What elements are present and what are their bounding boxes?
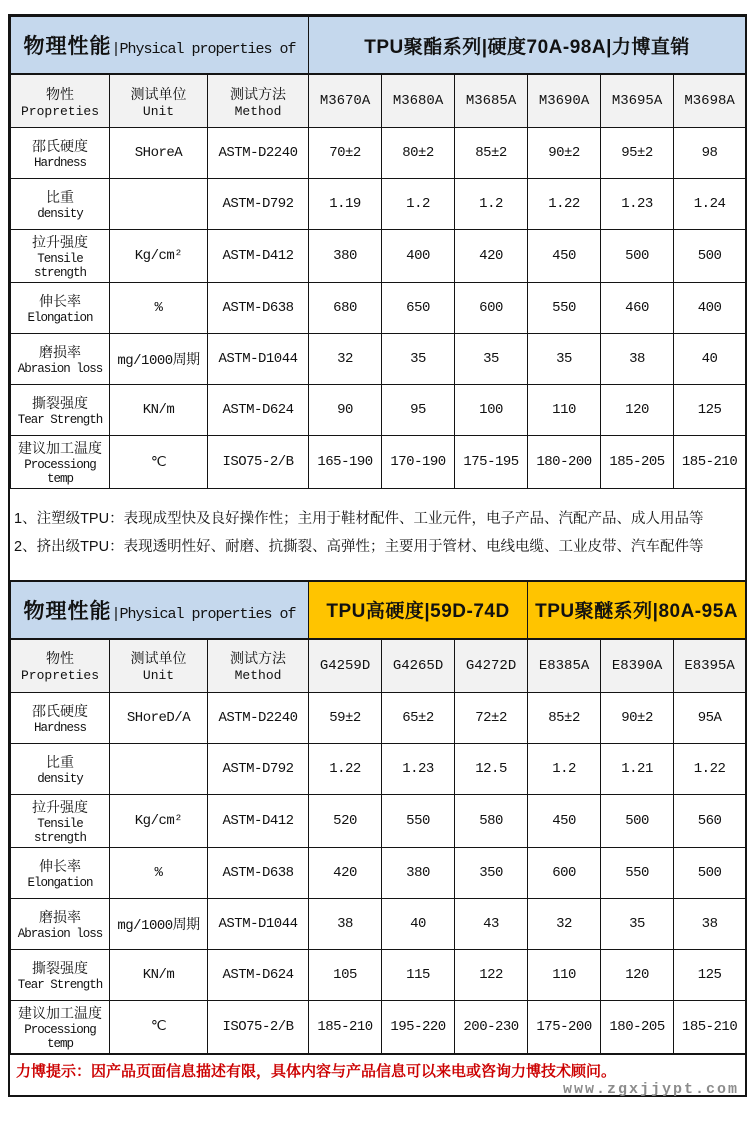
- value-cell: 520: [309, 794, 382, 847]
- unit-cell: Kg/cm²: [110, 794, 208, 847]
- method-cell: ASTM-D1044: [208, 898, 309, 949]
- value-cell: 195-220: [382, 1000, 455, 1053]
- value-cell: 35: [382, 334, 455, 385]
- property-en: Processiong temp: [24, 1022, 96, 1051]
- spec-sheet: [8, 14, 747, 1097]
- unit-cell: [110, 743, 208, 794]
- method-cell: ISO75-2/B: [208, 436, 309, 489]
- property-cell: [11, 743, 110, 794]
- property-en: Elongation: [27, 311, 93, 325]
- value-cell: 680: [309, 283, 382, 334]
- value-cell: 95: [382, 385, 455, 436]
- grade-header: M3690A: [528, 74, 601, 128]
- note-line-2: 2、挤出级TPU：表现透明性好、耐磨、抗撕裂、高弹性；主要用于管材、电线电缆、工业皮带、汽车配件等: [14, 539, 704, 556]
- table-row: [11, 794, 746, 847]
- unit-cell: mg/1000周期: [110, 334, 208, 385]
- grade-header: M3680A: [382, 74, 455, 128]
- value-cell: 420: [309, 847, 382, 898]
- value-cell: 550: [601, 847, 674, 898]
- method-cell: ASTM-D412: [208, 230, 309, 283]
- value-cell: 115: [382, 949, 455, 1000]
- value-cell: 100: [455, 385, 528, 436]
- table-row: [11, 743, 746, 794]
- usage-notes: [10, 489, 745, 580]
- table-row: [11, 230, 746, 283]
- value-cell: 165-190: [309, 436, 382, 489]
- value-cell: 32: [528, 898, 601, 949]
- unit-cell: mg/1000周期: [110, 898, 208, 949]
- note-line-1: 1、注塑级TPU：表现成型快及良好操作性；主用于鞋材配件、工业元件，电子产品、汽配产品、成人用品等: [14, 511, 704, 527]
- table-row: [11, 847, 746, 898]
- value-cell: 43: [455, 898, 528, 949]
- table-title-zh: 物理性能: [23, 35, 112, 58]
- vendor-tip-text: 力博提示：因产品页面信息描述有限，具体内容与产品信息可以来电或咨询力博技术顾问。: [16, 1062, 617, 1080]
- property-cell: [11, 898, 110, 949]
- table-row: [11, 334, 746, 385]
- unit-cell: [110, 179, 208, 230]
- method-cell: ASTM-D2240: [208, 128, 309, 179]
- value-cell: 35: [528, 334, 601, 385]
- unit-cell: SHoreD/A: [110, 692, 208, 743]
- property-cell: [11, 385, 110, 436]
- property-zh: 邵氏硬度: [32, 138, 88, 154]
- property-en: Abrasion loss: [17, 926, 103, 941]
- column-header-0: [11, 639, 110, 693]
- value-cell: 85±2: [455, 128, 528, 179]
- value-cell: 1.22: [528, 179, 601, 230]
- value-cell: 600: [528, 847, 601, 898]
- value-cell: 500: [674, 847, 746, 898]
- grade-header: E8385A: [528, 639, 601, 693]
- value-cell: 105: [309, 949, 382, 1000]
- value-cell: 185-210: [309, 1000, 382, 1053]
- column-header-0: [11, 74, 110, 128]
- value-cell: 380: [309, 230, 382, 283]
- banner-row: [11, 581, 746, 639]
- property-cell: [11, 1000, 110, 1053]
- series-banner-0: [309, 581, 528, 639]
- grade-header: M3685A: [455, 74, 528, 128]
- value-cell: 1.23: [382, 743, 455, 794]
- unit-cell: %: [110, 283, 208, 334]
- grade-header: M3670A: [309, 74, 382, 128]
- banner-row: [11, 17, 746, 75]
- value-cell: 1.2: [528, 743, 601, 794]
- value-cell: 70±2: [309, 128, 382, 179]
- value-cell: 32: [309, 334, 382, 385]
- value-cell: 35: [455, 334, 528, 385]
- column-header-en: Unit: [142, 668, 175, 684]
- column-header-zh: 测试方法: [230, 85, 287, 102]
- property-en: Hardness: [33, 720, 86, 735]
- property-en: density: [37, 207, 83, 221]
- property-zh: 磨损率: [39, 344, 81, 360]
- column-header-1: [110, 639, 208, 693]
- value-cell: 180-200: [528, 436, 601, 489]
- property-cell: [11, 692, 110, 743]
- property-cell: [11, 128, 110, 179]
- value-cell: 460: [601, 283, 674, 334]
- property-cell: [11, 334, 110, 385]
- properties-table-polyether: [10, 580, 746, 1054]
- property-en: Abrasion loss: [17, 362, 103, 376]
- value-cell: 1.23: [601, 179, 674, 230]
- property-zh: 撕裂强度: [32, 959, 88, 976]
- property-zh: 建议加工温度: [18, 1004, 102, 1021]
- property-cell: [11, 949, 110, 1000]
- value-cell: 98: [674, 128, 746, 179]
- method-cell: ASTM-D2240: [208, 692, 309, 743]
- property-en: density: [37, 771, 83, 786]
- unit-cell: ℃: [110, 436, 208, 489]
- property-en: Elongation: [27, 875, 93, 890]
- grade-header: E8390A: [601, 639, 674, 693]
- table-row: [11, 898, 746, 949]
- value-cell: 110: [528, 385, 601, 436]
- grade-header: M3695A: [601, 74, 674, 128]
- value-cell: 500: [674, 230, 746, 283]
- series-banner-label: TPU聚醚系列|80A-95A: [535, 601, 738, 623]
- column-header-row: [11, 74, 746, 128]
- value-cell: 85±2: [528, 692, 601, 743]
- column-header-2: [208, 639, 309, 693]
- unit-cell: %: [110, 847, 208, 898]
- property-zh: 建议加工温度: [18, 440, 102, 456]
- value-cell: 120: [601, 385, 674, 436]
- unit-cell: KN/m: [110, 949, 208, 1000]
- value-cell: 125: [674, 949, 746, 1000]
- series-banner-label: TPU高硬度|59D-74D: [326, 601, 510, 623]
- column-header-en: Method: [234, 668, 282, 684]
- value-cell: 1.22: [674, 743, 746, 794]
- column-header-en: Unit: [142, 103, 175, 119]
- value-cell: 38: [674, 898, 746, 949]
- column-header-1: [110, 74, 208, 128]
- table-row: [11, 128, 746, 179]
- property-en: Tear Strength: [17, 977, 103, 992]
- property-zh: 伸长率: [39, 857, 81, 874]
- method-cell: ASTM-D638: [208, 283, 309, 334]
- value-cell: 450: [528, 794, 601, 847]
- column-header-en: Propreties: [20, 103, 99, 119]
- grade-header: G4272D: [455, 639, 528, 693]
- value-cell: 650: [382, 283, 455, 334]
- column-header-row: [11, 639, 746, 693]
- method-cell: ASTM-D792: [208, 179, 309, 230]
- value-cell: 550: [528, 283, 601, 334]
- table-row: [11, 436, 746, 489]
- table-row: [11, 283, 746, 334]
- value-cell: 95±2: [601, 128, 674, 179]
- column-header-zh: 测试方法: [230, 650, 287, 667]
- value-cell: 175-200: [528, 1000, 601, 1053]
- footer: [10, 1054, 745, 1098]
- property-zh: 比重: [46, 189, 74, 205]
- unit-cell: Kg/cm²: [110, 230, 208, 283]
- value-cell: 72±2: [455, 692, 528, 743]
- grade-header: M3698A: [674, 74, 746, 128]
- table-row: [11, 385, 746, 436]
- method-cell: ASTM-D1044: [208, 334, 309, 385]
- property-cell: [11, 847, 110, 898]
- property-zh: 邵氏硬度: [32, 702, 88, 719]
- value-cell: 185-210: [674, 436, 746, 489]
- unit-cell: SHoreA: [110, 128, 208, 179]
- column-header-en: Propreties: [20, 668, 99, 684]
- value-cell: 600: [455, 283, 528, 334]
- value-cell: 1.21: [601, 743, 674, 794]
- value-cell: 350: [455, 847, 528, 898]
- value-cell: 170-190: [382, 436, 455, 489]
- value-cell: 65±2: [382, 692, 455, 743]
- value-cell: 180-205: [601, 1000, 674, 1053]
- table-title-en: |Physical properties of: [111, 41, 296, 58]
- value-cell: 38: [309, 898, 382, 949]
- series-banner-0: [309, 17, 746, 75]
- series-banner-label: TPU聚酯系列|硬度70A-98A|力博直销: [364, 36, 690, 58]
- property-en: Processiong temp: [24, 458, 96, 486]
- value-cell: 450: [528, 230, 601, 283]
- table-row: [11, 1000, 746, 1053]
- value-cell: 40: [674, 334, 746, 385]
- value-cell: 185-205: [601, 436, 674, 489]
- table-row: [11, 692, 746, 743]
- value-cell: 580: [455, 794, 528, 847]
- value-cell: 59±2: [309, 692, 382, 743]
- value-cell: 12.5: [455, 743, 528, 794]
- value-cell: 80±2: [382, 128, 455, 179]
- property-en: Tear Strength: [17, 413, 103, 427]
- value-cell: 1.2: [382, 179, 455, 230]
- grade-header: G4259D: [309, 639, 382, 693]
- value-cell: 400: [674, 283, 746, 334]
- table-title: [11, 581, 309, 639]
- method-cell: ISO75-2/B: [208, 1000, 309, 1053]
- unit-cell: ℃: [110, 1000, 208, 1053]
- method-cell: ASTM-D792: [208, 743, 309, 794]
- method-cell: ASTM-D624: [208, 949, 309, 1000]
- value-cell: 1.2: [455, 179, 528, 230]
- method-cell: ASTM-D412: [208, 794, 309, 847]
- property-en: Hardness: [33, 156, 86, 170]
- value-cell: 175-195: [455, 436, 528, 489]
- property-cell: [11, 436, 110, 489]
- value-cell: 185-210: [674, 1000, 746, 1053]
- value-cell: 120: [601, 949, 674, 1000]
- method-cell: ASTM-D638: [208, 847, 309, 898]
- column-header-en: Method: [234, 103, 282, 119]
- value-cell: 90: [309, 385, 382, 436]
- property-cell: [11, 179, 110, 230]
- properties-table-polyester: [10, 16, 746, 489]
- property-zh: 拉升强度: [32, 798, 88, 815]
- value-cell: 1.19: [309, 179, 382, 230]
- value-cell: 40: [382, 898, 455, 949]
- table-title-zh: 物理性能: [23, 599, 112, 623]
- unit-cell: KN/m: [110, 385, 208, 436]
- value-cell: 380: [382, 847, 455, 898]
- value-cell: 110: [528, 949, 601, 1000]
- property-en: Tensile strength: [33, 252, 86, 280]
- property-cell: [11, 230, 110, 283]
- table-row: [11, 179, 746, 230]
- value-cell: 125: [674, 385, 746, 436]
- value-cell: 550: [382, 794, 455, 847]
- column-header-zh: 测试单位: [130, 85, 187, 102]
- value-cell: 38: [601, 334, 674, 385]
- value-cell: 500: [601, 794, 674, 847]
- table-title: [11, 17, 309, 75]
- value-cell: 90±2: [601, 692, 674, 743]
- column-header-zh: 物性: [46, 85, 74, 102]
- series-banner-1: [528, 581, 746, 639]
- method-cell: ASTM-D624: [208, 385, 309, 436]
- property-zh: 伸长率: [39, 293, 81, 309]
- value-cell: 200-230: [455, 1000, 528, 1053]
- column-header-zh: 物性: [46, 650, 74, 667]
- column-header-zh: 测试单位: [130, 650, 187, 667]
- property-zh: 比重: [46, 753, 74, 770]
- table-title-en: |Physical properties of: [111, 605, 296, 623]
- property-cell: [11, 283, 110, 334]
- column-header-2: [208, 74, 309, 128]
- value-cell: 560: [674, 794, 746, 847]
- value-cell: 122: [455, 949, 528, 1000]
- property-zh: 磨损率: [39, 908, 81, 925]
- value-cell: 95A: [674, 692, 746, 743]
- property-zh: 拉升强度: [32, 234, 88, 250]
- value-cell: 500: [601, 230, 674, 283]
- value-cell: 35: [601, 898, 674, 949]
- property-cell: [11, 794, 110, 847]
- value-cell: 1.22: [309, 743, 382, 794]
- value-cell: 400: [382, 230, 455, 283]
- property-en: Tensile strength: [33, 816, 86, 845]
- value-cell: 420: [455, 230, 528, 283]
- watermark-url: www.zgxjjypt.com: [562, 1080, 739, 1098]
- value-cell: 90±2: [528, 128, 601, 179]
- value-cell: 1.24: [674, 179, 746, 230]
- table-row: [11, 949, 746, 1000]
- property-zh: 撕裂强度: [32, 395, 88, 411]
- grade-header: G4265D: [382, 639, 455, 693]
- grade-header: E8395A: [674, 639, 746, 693]
